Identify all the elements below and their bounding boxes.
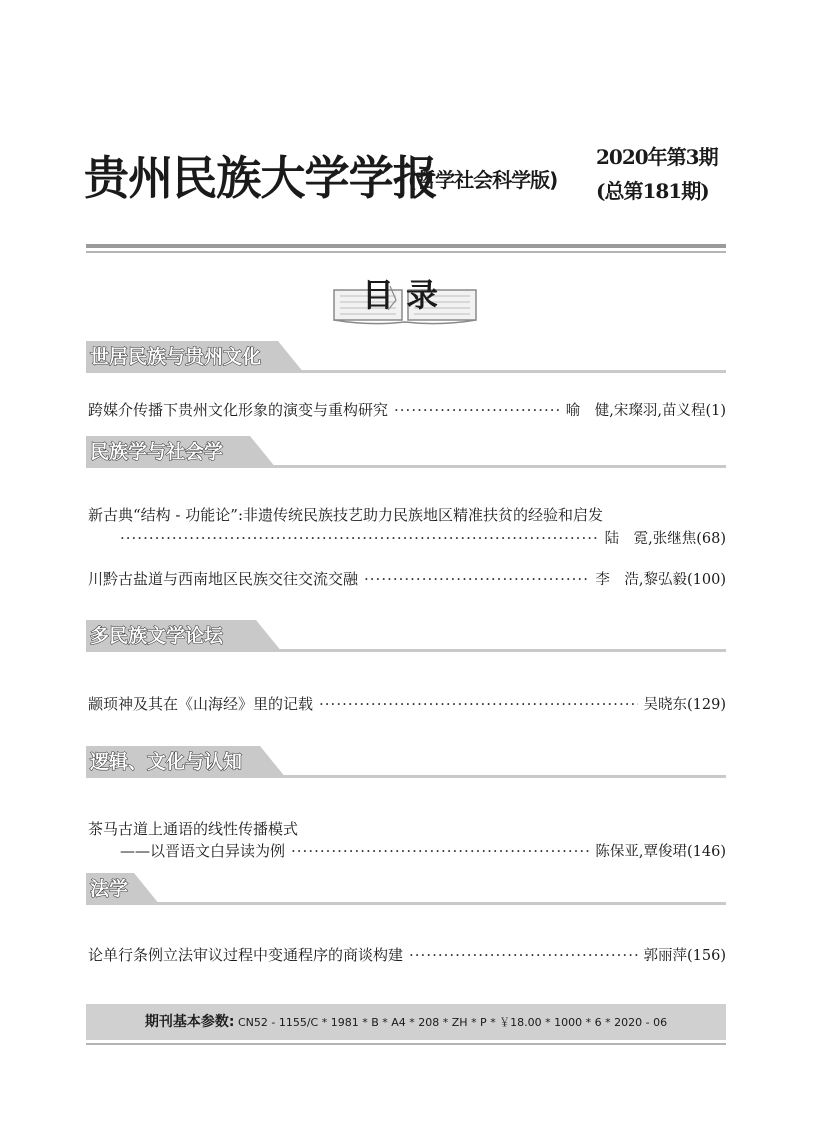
entry-title: 茶马古道上通语的线性传播模式: [88, 820, 299, 838]
header-rule: [86, 244, 726, 248]
parameters-value: CN52 - 1155/C * 1981 * B * A4 * 208 * ZH * P * ￥18.00 * 1000 * 6 * 2020 - 06: [237, 1016, 668, 1029]
entry-title: 新古典“结构 - 功能论”:非遗传统民族技艺助力民族地区精准扶贫的经验和启发: [88, 506, 603, 524]
toc-entry[interactable]: [88, 692, 726, 716]
issue-info: [596, 140, 726, 208]
entry-subtitle: ——以晋语文白异读为例: [120, 842, 286, 860]
toc-entry[interactable]: [88, 398, 726, 422]
entry-title: 论单行条例立法审议过程中变通程序的商谈构建: [88, 946, 404, 964]
section-header: [86, 341, 726, 373]
section-header: [86, 620, 726, 652]
toc-entry-title-line[interactable]: [88, 503, 726, 527]
section-label: 民族学与社会学: [90, 441, 224, 463]
toc-entry-title-line[interactable]: [88, 817, 726, 841]
toc-entry-subtitle-line[interactable]: [120, 839, 726, 863]
header-rule-thin: [86, 251, 726, 253]
leader-dots: [291, 839, 589, 863]
issue-number: 2020年第3期: [596, 145, 718, 169]
section-header: [86, 746, 726, 778]
toc-heading: 目录: [361, 276, 450, 314]
entry-authors: 吴晓东(129): [643, 697, 726, 713]
journal-parameters: [86, 1004, 726, 1040]
section-header: [86, 436, 726, 468]
issue-total: (总第181期): [596, 179, 709, 203]
entry-title: 川黔古盐道与西南地区民族交往交流交融: [88, 570, 359, 588]
leader-dots: [409, 943, 637, 967]
section-label: 逻辑、文化与认知: [90, 751, 243, 773]
toc-entry[interactable]: [88, 567, 726, 591]
entry-authors: 李 浩,黎弘毅(100): [595, 572, 726, 588]
entry-title: 跨媒介传播下贵州文化形象的演变与重构研究: [88, 401, 389, 419]
entry-authors: 陆 霓,张继焦(68): [604, 531, 726, 547]
toc-entry-author-line[interactable]: [120, 526, 726, 550]
journal-subtitle: (哲学社会科学版): [408, 168, 558, 192]
entry-title: 颛顼神及其在《山海经》里的记载: [88, 695, 314, 713]
section-label: 法学: [90, 878, 129, 900]
leader-dots: [364, 567, 589, 591]
entry-authors: 陈保亚,覃俊珺(146): [595, 844, 726, 860]
leader-dots: [319, 692, 637, 716]
entry-authors: 郭丽萍(156): [643, 948, 726, 964]
section-label: 世居民族与贵州文化: [90, 346, 262, 368]
section-label: 多民族文学论坛: [90, 625, 224, 647]
parameters-label: 期刊基本参数:: [144, 1014, 235, 1030]
toc-entry[interactable]: [88, 943, 726, 967]
footer-rule: [86, 1043, 726, 1045]
section-header: [86, 873, 726, 905]
leader-dots: [120, 526, 599, 550]
journal-title: 贵州民族大学学报: [84, 151, 437, 205]
entry-authors: 喻 健,宋璨羽,苗义程(1): [565, 403, 726, 419]
leader-dots: [394, 398, 560, 422]
